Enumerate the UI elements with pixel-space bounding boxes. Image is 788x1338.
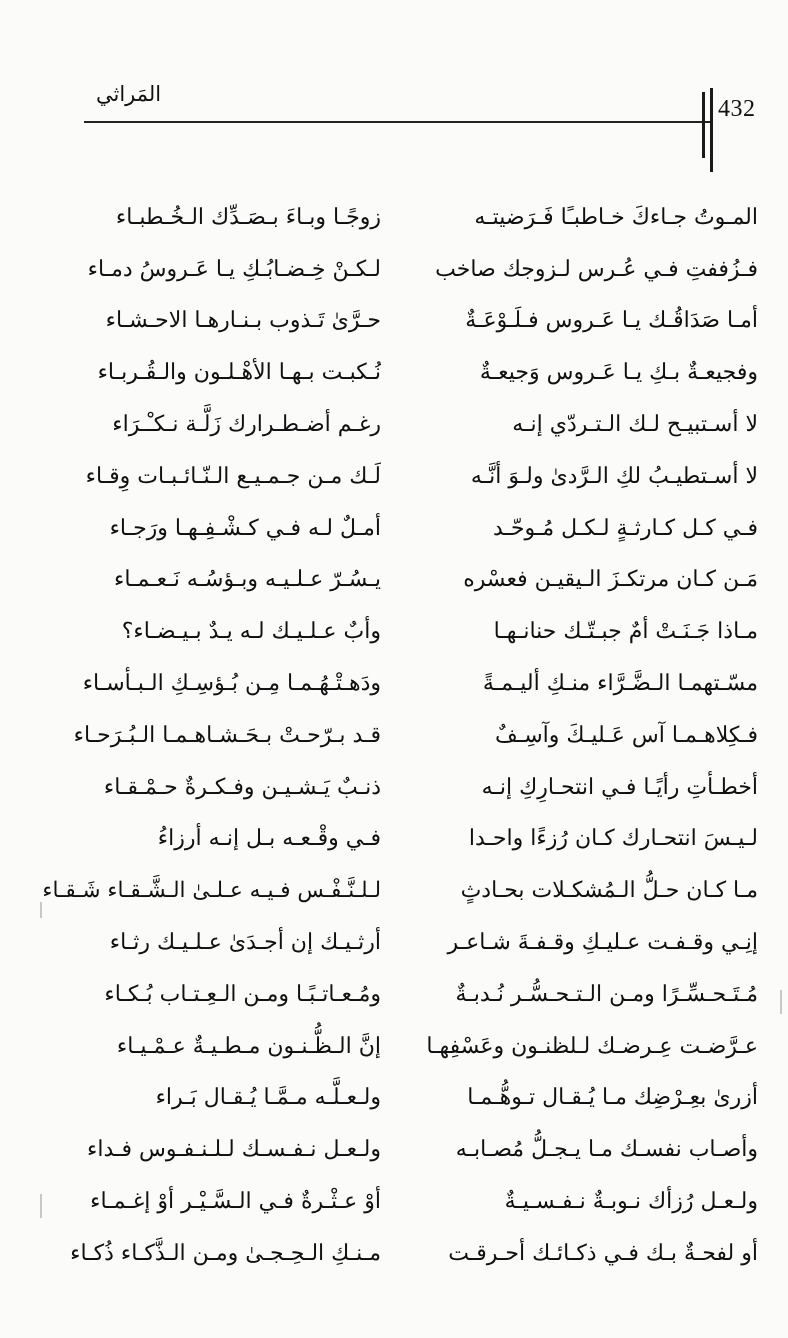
scan-edge-mark xyxy=(40,902,42,918)
poem-column-right xyxy=(413,192,758,1280)
verse-first-hemistich: لا أسـتطيـبُ لكِ الـرَّدىٰ ولـوَ أنَّـه xyxy=(470,463,758,489)
verse-second-hemistich: ولـعـلَّـه مـمَّـا يُـقـال بَـراء xyxy=(155,1085,381,1111)
verse-first-hemistich: فـي كـل كـارثـةٍ لـكـل مُـوحّـد xyxy=(492,515,758,541)
verse-second-hemistich: وأبٌ عـلـيـك لـه يـدٌ بـيـضـاء؟ xyxy=(121,619,381,645)
verse-second-hemistich: أرثـيـك إن أجـدَىٰ عـلـيـك رثـاء xyxy=(109,929,381,955)
verse-first-hemistich: لا أسـتبيـح لـك الـتـردّي إنـه xyxy=(512,411,758,437)
verse-second-hemistich: لـلـنَّـفْـس فـيـه عـلـىٰ الـشَّـقـاء شَـقـاء xyxy=(42,878,381,904)
verse-first-hemistich: وأصـاب نفسـك مـا يـجـلُّ مُصـابـه xyxy=(455,1137,758,1163)
verse-first-hemistich: مـا كـان حـلُّ الـمُشكـلات بحـادثٍ xyxy=(460,878,758,904)
poem-column-left xyxy=(36,192,381,1280)
verse-second-hemistich: زوجًـا وبـاءَ بـصَـدِّك الـخُـطبـاء xyxy=(115,204,381,230)
verse-second-hemistich: قـد بـرّحـتْ بـحَـشـاهـمـا الـبُـرَحـاء xyxy=(73,722,381,748)
verse-first-hemistich: مـاذا جَـنَـتْ أمٌ جبـتّـك حنانـهـا xyxy=(493,619,758,645)
verse-first-hemistich: فـزُففتِ فـي عُـرس لـزوجك صاخب xyxy=(435,256,758,282)
verse-first-hemistich: أمـا صَدَاقُـك يـا عَـروس فـلَـوْعَـةٌ xyxy=(465,308,758,334)
verse-second-hemistich: لـكـنْ خِـضـابُـكِ يـا عَـروسُ دمـاء xyxy=(87,256,381,282)
verse-second-hemistich: يـسُـرّ عـلـيـه وبـؤسُـه نَـعـمـاء xyxy=(113,567,381,593)
verse-first-hemistich: وفجيعـةٌ بـكِ يـا عَـروس وَجيعـةٌ xyxy=(479,360,758,386)
verse-first-hemistich: مَـن كـان مرتكـزَ الـيقيـن فعسْره xyxy=(463,567,758,593)
scan-edge-mark xyxy=(40,1194,42,1218)
verse-second-hemistich: ودَهـتْـهُـمـا مِـن بُـؤسِـكِ الـبـأسـاء xyxy=(82,670,381,696)
running-title: المَراثي xyxy=(96,82,162,106)
verse-second-hemistich: ذنـبٌ يَـشـيـن وفـكـرةٌ حـمْـقـاء xyxy=(103,774,381,800)
verse-second-hemistich: إنَّ الـظُّـنـون مـطـيـةٌ عـمْـيـاء xyxy=(116,1033,381,1059)
verse-second-hemistich: أوْ عـثْـرةٌ فـي الـسَّـيْـر أوْ إغـمـاء xyxy=(90,1188,381,1214)
verse-second-hemistich: رغـم أضـطـرارك زَلَّـة نـكـْـرَاء xyxy=(112,411,381,437)
verse-first-hemistich: أو لفحـةٌ بـك فـي ذكـائـك أحـرقـت xyxy=(448,1240,758,1266)
verse-first-hemistich: لـيـسَ انتحـارك كـان رُزءًا واحـدا xyxy=(468,826,758,852)
verse-first-hemistich: إنِـي وقـفـت عـليـكِ وقـفـةَ شـاعـر xyxy=(447,929,758,955)
verse-second-hemistich: لَـك مـن جـمـيـع الـنّـائـبـات وِقـاء xyxy=(85,463,381,489)
verse-first-hemistich: أخطـأتِ رأيًـا فـي انتحـارِكِ إنـه xyxy=(481,774,758,800)
scan-edge-mark xyxy=(780,990,782,1014)
verse-second-hemistich: فـي وقْـعـه بـل إنـه أرزاءُ xyxy=(157,826,381,852)
verse-first-hemistich: المـوتُ جـاءكَ خـاطبـًا فَـرَضيتـه xyxy=(474,204,758,230)
verse-first-hemistich: عـرَّضـت عِـرضـك لـلظنـون وعَسْفِهـا xyxy=(426,1033,758,1059)
header-vertical-bar xyxy=(710,88,713,172)
verse-second-hemistich: نُـكبـت بـهـا الأهْـلـون والـقُـربـاء xyxy=(97,360,381,386)
header-rule xyxy=(84,121,712,123)
verse-first-hemistich: مُـتَـحـسِّـرًا ومـن الـتـحـسُّـر نُـدبـةٌ xyxy=(455,981,758,1007)
verse-second-hemistich: ومُـعـاتـبًـا ومـن الـعِـتـاب بُـكـاء xyxy=(104,981,381,1007)
verse-second-hemistich: حـرَّىٰ تَـذوب بـنـارهـا الاحـشـاء xyxy=(105,308,381,334)
verse-first-hemistich: مسّـتهمـا الـضَّـرَّاء منـكِ أليـمـةً xyxy=(482,670,758,696)
verse-first-hemistich: أزرىٰ بعِـرْضِك مـا يُـقـال تـوهُّـمـا xyxy=(467,1085,758,1111)
verse-first-hemistich: فـكِلاهـمـا آس عَـليـكَ وآسِـفٌ xyxy=(495,722,758,748)
header-vertical-bar xyxy=(702,92,705,158)
page-number: 432 xyxy=(718,96,756,122)
verse-second-hemistich: ولـعـل نـفـسـك لـلـنـفـوس فـداء xyxy=(87,1137,381,1163)
verse-first-hemistich: ولـعـل رُزأك نـوبـةٌ نـفـسـيـةٌ xyxy=(504,1188,758,1214)
verse-second-hemistich: مـنـكِ الـحِـجـىٰ ومـن الـذَّكـاء ذُكـاء xyxy=(70,1240,381,1266)
verse-second-hemistich: أمـلٌ لـه فـي كـشْـفِـهـا ورَجـاء xyxy=(109,515,381,541)
